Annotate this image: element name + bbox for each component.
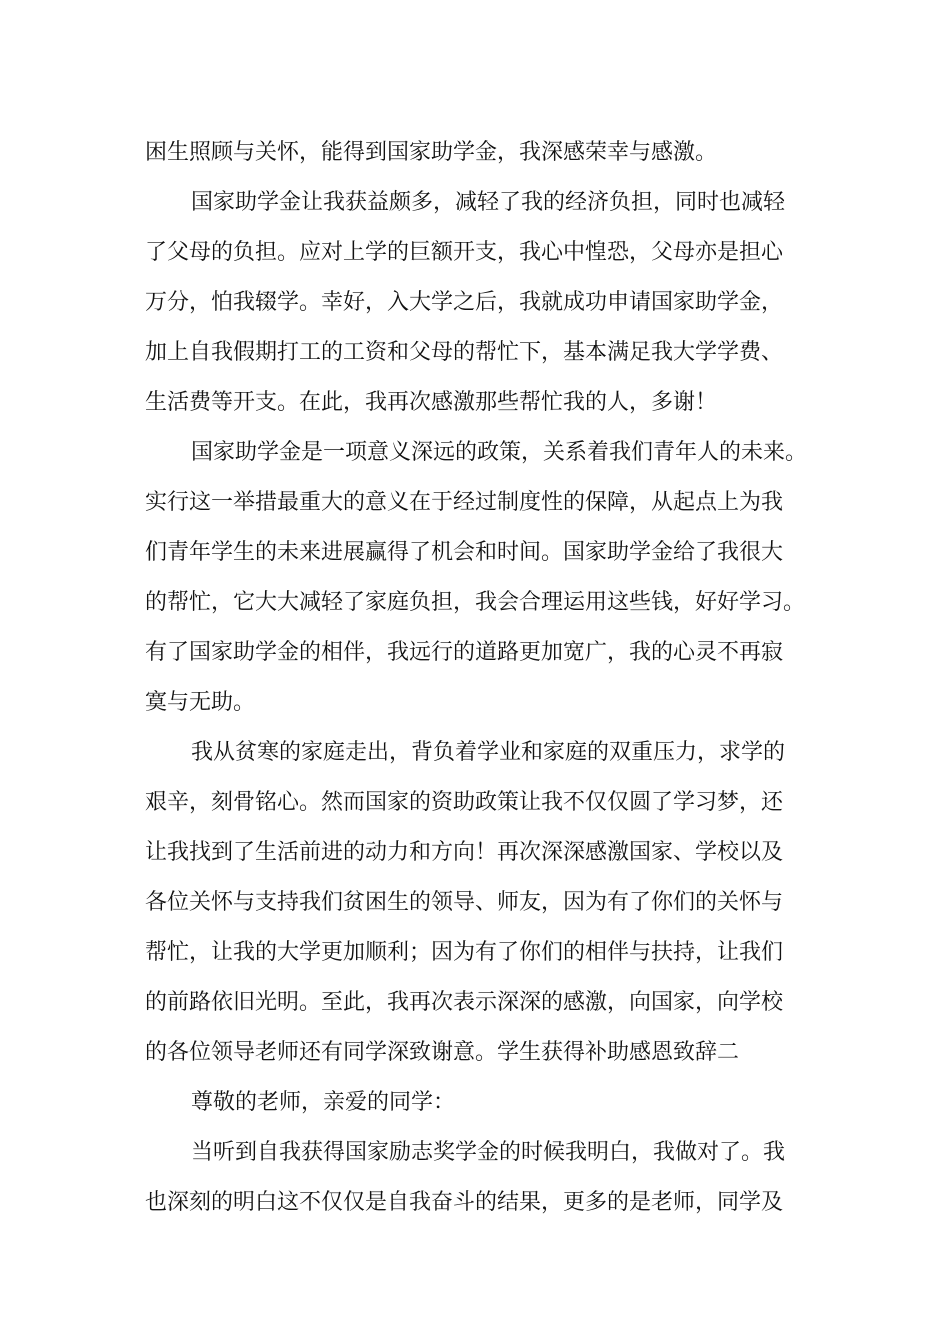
text-line: 艰辛，刻骨铭心。然而国家的资助政策让我不仅仅圆了学习梦，还	[145, 790, 784, 815]
text-line: 有了国家助学金的相伴，我远行的道路更加宽广，我的心灵不再寂	[145, 640, 784, 665]
text-line: 的帮忙，它大大减轻了家庭负担，我会合理运用这些钱，好好学习。	[145, 590, 806, 615]
text-line: 也深刻的明白这不仅仅是自我奋斗的结果，更多的是老师，同学及	[145, 1190, 784, 1215]
text-line: 生活费等开支。在此，我再次感激那些帮忙我的人，多谢！	[145, 390, 718, 415]
text-line: 的各位领导老师还有同学深致谢意。学生获得补助感恩致辞二	[145, 1040, 740, 1065]
text-line: 们青年学生的未来进展赢得了机会和时间。国家助学金给了我很大	[145, 540, 784, 565]
text-line: 尊敬的老师，亲爱的同学：	[191, 1090, 456, 1115]
text-line: 了父母的负担。应对上学的巨额开支，我心中惶恐，父母亦是担心	[145, 240, 784, 265]
document-body-text	[145, 128, 810, 1228]
text-line: 各位关怀与支持我们贫困生的领导、师友，因为有了你们的关怀与	[145, 890, 784, 915]
text-line: 的前路依旧光明。至此，我再次表示深深的感激，向国家，向学校	[145, 990, 784, 1015]
text-line: 让我找到了生活前进的动力和方向！再次深深感激国家、学校以及	[145, 840, 784, 865]
text-line: 实行这一举措最重大的意义在于经过制度性的保障，从起点上为我	[145, 490, 784, 515]
text-line: 万分，怕我辍学。幸好，入大学之后，我就成功申请国家助学金，	[145, 290, 784, 315]
text-line: 寞与无助。	[145, 690, 256, 715]
text-line: 帮忙，让我的大学更加顺利；因为有了你们的相伴与扶持，让我们	[145, 940, 784, 965]
text-line: 我从贫寒的家庭走出，背负着学业和家庭的双重压力，求学的	[191, 740, 786, 765]
text-line: 加上自我假期打工的工资和父母的帮忙下，基本满足我大学学费、	[145, 340, 784, 365]
text-line: 国家助学金是一项意义深远的政策，关系着我们青年人的未来。	[191, 440, 808, 465]
text-line: 国家助学金让我获益颇多，减轻了我的经济负担，同时也减轻	[191, 190, 786, 215]
text-line: 当听到自我获得国家励志奖学金的时候我明白，我做对了。我	[191, 1140, 786, 1165]
text-line: 困生照顾与关怀，能得到国家助学金，我深感荣幸与感激。	[145, 140, 718, 165]
